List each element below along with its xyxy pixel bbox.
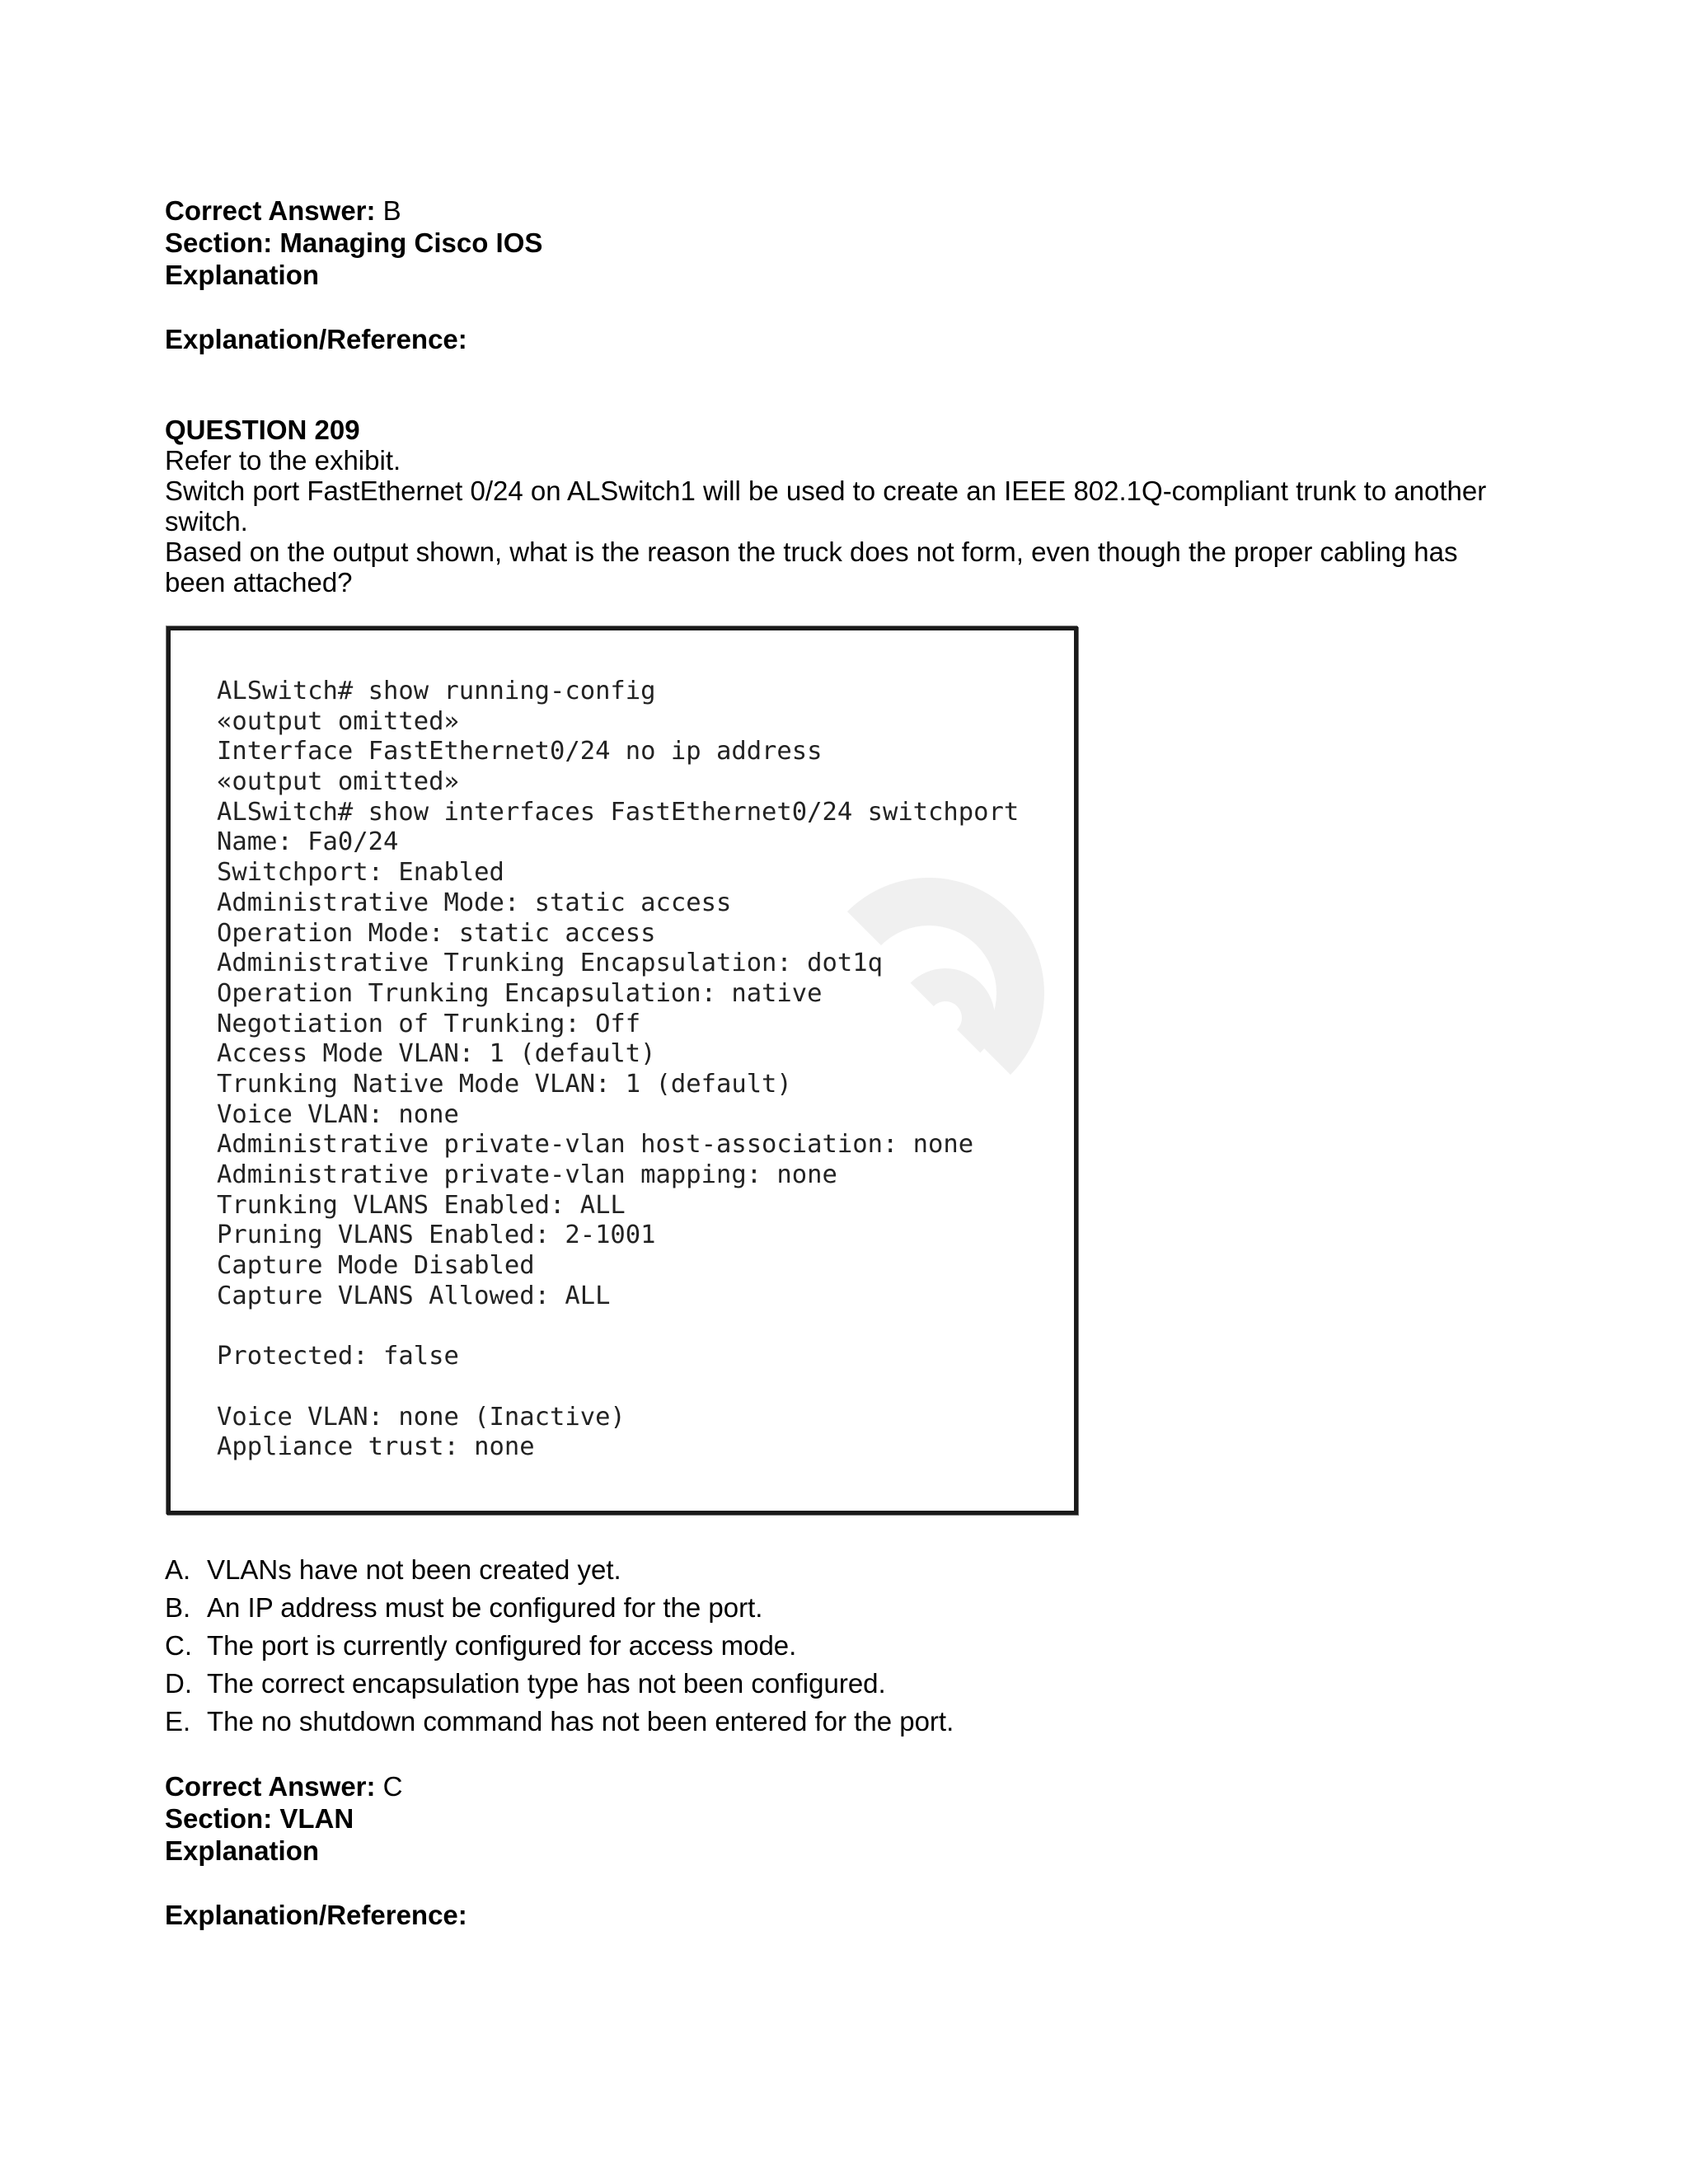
terminal-line: «output omitted»	[217, 706, 459, 736]
terminal-line: Voice VLAN: none (Inactive)	[217, 1402, 626, 1432]
terminal-lines	[217, 677, 1019, 1463]
terminal-line: «output omitted»	[217, 767, 459, 797]
terminal-line: Operation Trunking Encapsulation: native	[217, 978, 823, 1008]
terminal-line: Name: Fa0/24	[217, 827, 399, 857]
terminal-line: Switchport: Enabled	[217, 858, 504, 888]
previous-correct-answer: Correct Answer: B	[165, 195, 401, 226]
terminal-line: Administrative Mode: static access	[217, 888, 732, 917]
terminal-line: Administrative private-vlan host-association: none	[217, 1130, 974, 1160]
terminal-line	[217, 1311, 1019, 1342]
terminal-line: Voice VLAN: none	[217, 1099, 459, 1129]
terminal-line: Trunking VLANS Enabled: ALL	[217, 1190, 626, 1220]
previous-correct-answer-value: B	[375, 195, 401, 226]
terminal-line: ALSwitch# show interfaces FastEthernet0/24 switchport	[217, 797, 1020, 827]
terminal-line: Administrative private-vlan mapping: none	[217, 1160, 837, 1189]
terminal-line: Pruning VLANS Enabled: 2-1001	[217, 1221, 656, 1250]
question-title: QUESTION 209	[165, 415, 360, 445]
terminal-line: Access Mode VLAN: 1 (default)	[217, 1039, 656, 1069]
terminal-line: Administrative Trunking Encapsulation: dot1q	[217, 949, 883, 978]
exhibit-terminal-output	[166, 626, 1078, 1515]
terminal-line: ALSwitch# show running-config	[217, 677, 656, 705]
explanation-heading: Explanation	[165, 1835, 320, 1866]
previous-answer-block	[165, 194, 542, 355]
explanation-reference: Explanation/Reference:	[165, 1900, 467, 1930]
terminal-line: Negotiation of Trunking: Off	[217, 1009, 641, 1038]
correct-answer: Correct Answer: C	[165, 1771, 403, 1802]
terminal-line: Operation Mode: static access	[217, 918, 656, 948]
question-block	[165, 415, 1517, 598]
terminal-line: Protected: false	[217, 1342, 459, 1371]
terminal-line: Capture VLANS Allowed: ALL	[217, 1281, 611, 1310]
question-line: Switch port FastEthernet 0/24 on ALSwitch1 will be used to create an IEEE 802.1Q-compliant trunk to another switch.	[165, 476, 1487, 537]
question-line: Based on the output shown, what is the reason the truck does not form, even though the proper cabling has been attached?	[165, 537, 1458, 598]
terminal-line: Capture Mode Disabled	[217, 1251, 535, 1281]
previous-explanation-reference: Explanation/Reference:	[165, 324, 467, 354]
previous-section: Section: Managing Cisco IOS	[165, 227, 543, 258]
terminal-line: Interface FastEthernet0/24 no ip address	[217, 737, 823, 766]
terminal-line: Appliance trust: none	[217, 1432, 535, 1462]
terminal-line: Trunking Native Mode VLAN: 1 (default)	[217, 1069, 792, 1099]
previous-explanation-heading: Explanation	[165, 260, 320, 290]
correct-answer-value: C	[375, 1771, 403, 1802]
section-label: Section: VLAN	[165, 1803, 354, 1834]
question-line: Refer to the exhibit.	[165, 445, 401, 476]
terminal-line	[217, 1372, 1019, 1403]
answer-block	[165, 1770, 467, 1931]
